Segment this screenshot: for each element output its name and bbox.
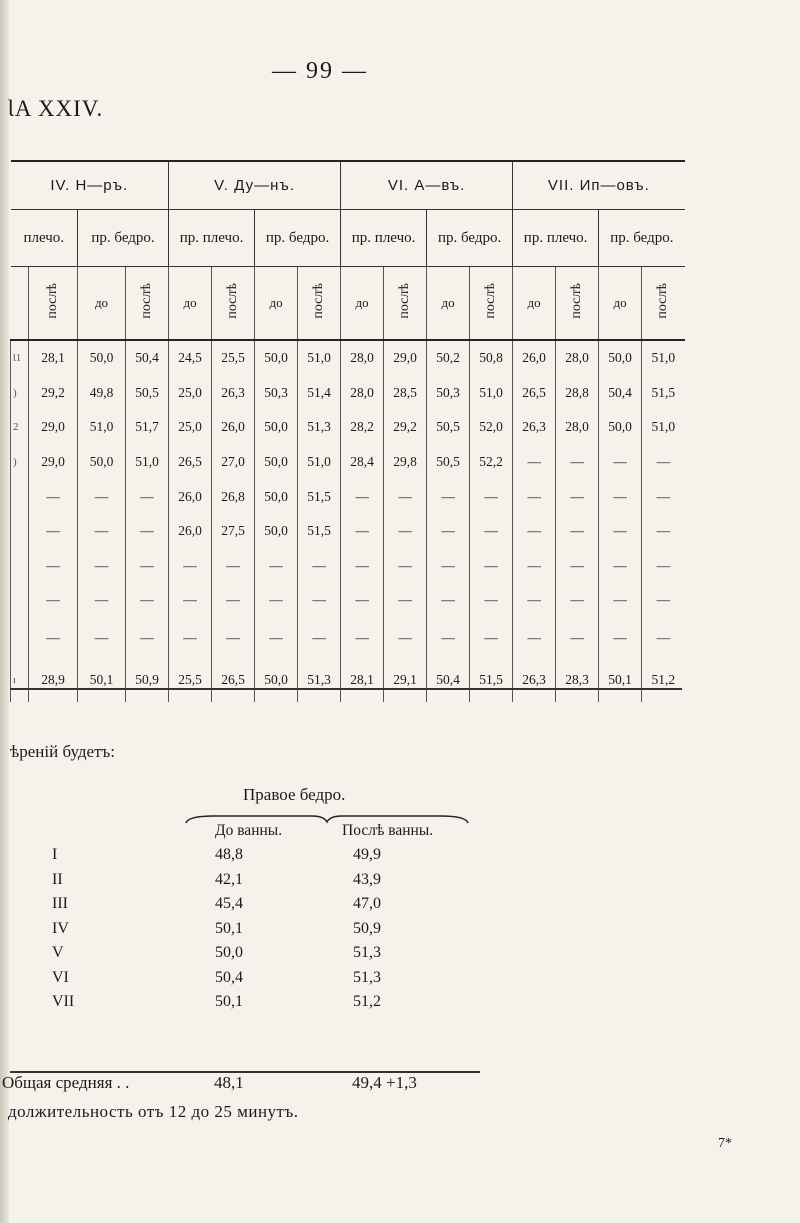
table-cell: 50,0: [599, 340, 642, 376]
col-after-header: Послѣ ванны.: [342, 822, 434, 839]
column-label: [341, 267, 384, 341]
table-cell: 28,0: [341, 376, 384, 411]
table-cell: —: [470, 583, 513, 618]
summary-after-value: 47,0: [353, 895, 381, 912]
table-cell: —: [642, 583, 685, 618]
table-cell: 51,4: [298, 376, 341, 411]
table-cell: —: [642, 479, 685, 514]
table-cell: —: [126, 583, 169, 618]
table-cell: —: [427, 479, 470, 514]
summary-row: [0, 969, 800, 992]
table-cell: —: [212, 583, 255, 618]
table-cell: 50,0: [255, 340, 298, 376]
summary-before-value: 50,4: [215, 969, 243, 986]
table-cell: 50,0: [255, 514, 298, 549]
table-cell: —: [642, 618, 685, 658]
column-label: [513, 267, 556, 341]
table-cell: —: [169, 583, 212, 618]
row-marker: [11, 514, 29, 549]
table-cell: —: [384, 583, 427, 618]
table-cell: 26,0: [513, 340, 556, 376]
table-cell: —: [513, 479, 556, 514]
table-cell: —: [126, 479, 169, 514]
summary-row-label: IV: [52, 920, 69, 937]
table-cell: 24,5: [169, 340, 212, 376]
summary-row-label: I: [52, 846, 58, 863]
group-header-iv: IV. Н—ръ.: [11, 161, 169, 210]
table-cell: 26,3: [513, 658, 556, 702]
row-marker: ): [11, 445, 29, 480]
subheader: пр. бедро.: [255, 210, 341, 267]
summary-title: Правое бедро.: [243, 785, 346, 804]
subheader: плечо.: [11, 210, 78, 267]
column-label-text: до: [441, 295, 455, 310]
row-marker: ): [11, 376, 29, 411]
summary-after-value: 50,9: [353, 920, 381, 937]
table-row: [11, 340, 685, 376]
table-cell: 50,4: [427, 658, 470, 702]
summary-row: [0, 846, 800, 869]
table-cell: —: [298, 583, 341, 618]
table-cell: 51,7: [126, 410, 169, 445]
summary-row-label: II: [52, 871, 63, 888]
column-label: [29, 267, 78, 341]
row-label-header: [11, 267, 29, 341]
table-cell: 51,0: [126, 445, 169, 480]
table-cell: —: [169, 549, 212, 584]
table-cell: 29,8: [384, 445, 427, 480]
table-cell: 26,5: [169, 445, 212, 480]
page-number: — 99 —: [272, 58, 368, 84]
table-cell: —: [341, 514, 384, 549]
table-cell: —: [29, 514, 78, 549]
table-row: [11, 549, 685, 584]
summary-row-label: VII: [52, 993, 75, 1010]
table-cell: —: [513, 445, 556, 480]
table-cell: 50,5: [126, 376, 169, 411]
table-cell: 50,0: [255, 479, 298, 514]
table-cell: —: [470, 618, 513, 658]
column-label-row: [11, 267, 685, 341]
subheader: пр. плечо.: [341, 210, 427, 267]
subheader: пр. бедро.: [427, 210, 513, 267]
data-table: [10, 160, 685, 702]
column-label-text: до: [183, 295, 197, 310]
table-cell: 51,0: [78, 410, 126, 445]
table-cell: 50,0: [78, 340, 126, 376]
table-cell: —: [384, 618, 427, 658]
table-cell: 50,0: [78, 445, 126, 480]
table-caption: ƖA XXIV.: [8, 96, 104, 121]
summary-row-label: III: [52, 895, 68, 912]
summary-before-value: 50,0: [215, 944, 243, 961]
total-after: 49,4 +1,3: [352, 1073, 417, 1092]
table-cell: 50,1: [599, 658, 642, 702]
table-bottom-rule: [10, 688, 682, 690]
table-cell: —: [341, 549, 384, 584]
table-cell: —: [470, 479, 513, 514]
column-label-text: до: [355, 295, 369, 310]
table-cell: 28,3: [556, 658, 599, 702]
table-cell: —: [255, 618, 298, 658]
column-label: [642, 267, 685, 341]
column-label: [78, 267, 126, 341]
table-cell: 25,5: [169, 658, 212, 702]
table-cell: —: [126, 549, 169, 584]
table-cell: —: [427, 549, 470, 584]
table-cell: —: [384, 479, 427, 514]
column-label: [427, 267, 470, 341]
table-row: [11, 376, 685, 411]
table-cell: —: [556, 618, 599, 658]
table-row: [11, 583, 685, 618]
table-cell: 51,5: [470, 658, 513, 702]
column-label-text: послѣ: [311, 283, 327, 319]
table-cell: —: [427, 618, 470, 658]
table-body: [11, 340, 685, 702]
column-label-text: до: [269, 295, 283, 310]
table-cell: 28,5: [384, 376, 427, 411]
column-label: [212, 267, 255, 341]
table-cell: 26,3: [212, 376, 255, 411]
column-label-text: до: [527, 295, 541, 310]
total-before: 48,1: [214, 1073, 244, 1092]
table-cell: —: [341, 479, 384, 514]
table-cell: —: [212, 549, 255, 584]
summary-row: [0, 944, 800, 967]
table-cell: 51,3: [298, 410, 341, 445]
column-label: [556, 267, 599, 341]
summary-before-value: 50,1: [215, 993, 243, 1010]
row-marker: [11, 618, 29, 658]
summary-intro: ѣреній будетъ:: [10, 742, 116, 761]
summary-row: [0, 993, 800, 1016]
table-cell: —: [212, 618, 255, 658]
table-row: [11, 479, 685, 514]
table-cell: —: [78, 618, 126, 658]
column-label-text: послѣ: [45, 283, 60, 319]
table-cell: 50,4: [599, 376, 642, 411]
table-cell: —: [642, 549, 685, 584]
table-cell: 51,0: [470, 376, 513, 411]
table-cell: 28,4: [341, 445, 384, 480]
table-cell: 50,0: [599, 410, 642, 445]
table-cell: 26,5: [212, 658, 255, 702]
signature-mark: 7*: [718, 1136, 732, 1151]
table-cell: 29,2: [384, 410, 427, 445]
table-row: [11, 658, 685, 702]
table-cell: —: [556, 549, 599, 584]
summary-row: [0, 920, 800, 943]
summary-after-value: 51,3: [353, 969, 381, 986]
table-cell: —: [513, 549, 556, 584]
table-row: [11, 514, 685, 549]
table-cell: 51,3: [298, 658, 341, 702]
group-header-v: V. Ду—нъ.: [169, 161, 341, 210]
table-cell: 51,0: [298, 340, 341, 376]
column-label-text: до: [613, 295, 627, 310]
table-row: [11, 445, 685, 480]
row-marker: [11, 583, 29, 618]
table-cell: 52,0: [470, 410, 513, 445]
table-cell: —: [599, 514, 642, 549]
table-cell: 28,2: [341, 410, 384, 445]
table-row: [11, 410, 685, 445]
total-label: Общая средняя . .: [2, 1073, 130, 1092]
table-cell: —: [78, 549, 126, 584]
table-cell: —: [255, 549, 298, 584]
table-cell: —: [513, 514, 556, 549]
table-cell: —: [513, 583, 556, 618]
column-label-text: послѣ: [225, 283, 241, 319]
table-cell: 51,2: [642, 658, 685, 702]
table-cell: 51,5: [298, 514, 341, 549]
table-cell: 51,5: [642, 376, 685, 411]
summary-row-label: VI: [52, 969, 69, 986]
table-cell: —: [556, 479, 599, 514]
table-cell: 26,0: [212, 410, 255, 445]
table-cell: —: [29, 583, 78, 618]
subheader: пр. плечо.: [513, 210, 599, 267]
table-cell: —: [642, 514, 685, 549]
table-cell: —: [29, 479, 78, 514]
table-cell: 26,8: [212, 479, 255, 514]
table-cell: —: [556, 583, 599, 618]
table-cell: 28,1: [29, 340, 78, 376]
table-cell: —: [556, 445, 599, 480]
table-cell: 26,5: [513, 376, 556, 411]
table-cell: 50,8: [470, 340, 513, 376]
summary-row: [0, 895, 800, 918]
row-marker: [11, 549, 29, 584]
table-cell: 51,0: [642, 340, 685, 376]
table-row: [11, 618, 685, 658]
table-cell: 50,5: [427, 410, 470, 445]
row-marker: [11, 479, 29, 514]
table-cell: —: [470, 514, 513, 549]
table-cell: 28,0: [556, 410, 599, 445]
table-cell: 50,2: [427, 340, 470, 376]
table-cell: —: [29, 618, 78, 658]
column-label: [384, 267, 427, 341]
table-cell: 50,0: [255, 658, 298, 702]
table-cell: —: [556, 514, 599, 549]
table-cell: 29,0: [29, 445, 78, 480]
table-cell: 29,1: [384, 658, 427, 702]
table-cell: —: [427, 583, 470, 618]
table-cell: 50,9: [126, 658, 169, 702]
table-cell: 27,5: [212, 514, 255, 549]
summary-before-value: 48,8: [215, 846, 243, 863]
subheader: пр. бедро.: [599, 210, 685, 267]
table-cell: —: [599, 445, 642, 480]
summary-after-value: 43,9: [353, 871, 381, 888]
table-cell: —: [298, 549, 341, 584]
table-cell: 26,0: [169, 514, 212, 549]
subheader: пр. бедро.: [78, 210, 169, 267]
table-cell: —: [427, 514, 470, 549]
column-label: [126, 267, 169, 341]
table-cell: 50,3: [255, 376, 298, 411]
column-label: [169, 267, 212, 341]
table-cell: 52,2: [470, 445, 513, 480]
table-cell: —: [126, 514, 169, 549]
table-cell: —: [255, 583, 298, 618]
table-cell: —: [384, 549, 427, 584]
table-cell: 49,8: [78, 376, 126, 411]
summary-row-label: V: [52, 944, 64, 961]
table-cell: 50,0: [255, 445, 298, 480]
table-cell: 28,0: [556, 340, 599, 376]
table-cell: —: [78, 514, 126, 549]
table-cell: —: [126, 618, 169, 658]
table-cell: 50,4: [126, 340, 169, 376]
table-cell: —: [384, 514, 427, 549]
table-cell: 28,1: [341, 658, 384, 702]
row-marker: 2: [11, 410, 29, 445]
table-cell: —: [169, 618, 212, 658]
table-cell: 50,1: [78, 658, 126, 702]
table-cell: 26,0: [169, 479, 212, 514]
table-cell: 28,0: [341, 340, 384, 376]
column-label-text: послѣ: [483, 283, 499, 319]
summary-after-value: 51,3: [353, 944, 381, 961]
table-cell: —: [341, 618, 384, 658]
table-cell: —: [599, 549, 642, 584]
column-label-text: послѣ: [139, 283, 155, 319]
table-cell: 51,5: [298, 479, 341, 514]
table-cell: —: [470, 549, 513, 584]
column-label-text: послѣ: [397, 283, 413, 319]
table-cell: —: [599, 583, 642, 618]
table-cell: 51,0: [642, 410, 685, 445]
summary-before-value: 50,1: [215, 920, 243, 937]
table-cell: 28,9: [29, 658, 78, 702]
table-cell: —: [341, 583, 384, 618]
table-cell: —: [29, 549, 78, 584]
column-label: [599, 267, 642, 341]
summary-after-value: 51,2: [353, 993, 381, 1010]
duration-note: должительность отъ 12 до 25 минутъ.: [8, 1102, 299, 1121]
table-cell: 25,0: [169, 376, 212, 411]
table-cell: 29,0: [384, 340, 427, 376]
table-cell: —: [513, 618, 556, 658]
table-cell: 27,0: [212, 445, 255, 480]
table-cell: —: [599, 618, 642, 658]
table-cell: 51,0: [298, 445, 341, 480]
subheader: пр. плечо.: [169, 210, 255, 267]
group-header-vii: VII. Ип—овъ.: [513, 161, 685, 210]
row-marker: ı: [11, 658, 29, 702]
book-gutter: [0, 0, 9, 1223]
column-label-text: до: [94, 295, 109, 310]
table-cell: 50,0: [255, 410, 298, 445]
column-label: [255, 267, 298, 341]
column-label-text: послѣ: [569, 283, 585, 319]
table-cell: —: [599, 479, 642, 514]
table-cell: 29,0: [29, 410, 78, 445]
column-label-text: послѣ: [655, 283, 671, 319]
row-marker: Ɩ1: [11, 340, 29, 376]
table-cell: —: [642, 445, 685, 480]
table-cell: —: [298, 618, 341, 658]
summary-after-value: 49,9: [353, 846, 381, 863]
table-cell: 50,5: [427, 445, 470, 480]
table-cell: 50,3: [427, 376, 470, 411]
table-cell: 25,5: [212, 340, 255, 376]
column-label: [298, 267, 341, 341]
summary-row: [0, 871, 800, 894]
col-before-header: До ванны.: [215, 822, 283, 839]
table-cell: 28,8: [556, 376, 599, 411]
table-cell: —: [78, 479, 126, 514]
table-cell: 25,0: [169, 410, 212, 445]
summary-before-value: 42,1: [215, 871, 243, 888]
table-cell: 29,2: [29, 376, 78, 411]
table-cell: 26,3: [513, 410, 556, 445]
summary-before-value: 45,4: [215, 895, 243, 912]
table-cell: —: [78, 583, 126, 618]
group-header-vi: VI. А—въ.: [341, 161, 513, 210]
column-label: [470, 267, 513, 341]
